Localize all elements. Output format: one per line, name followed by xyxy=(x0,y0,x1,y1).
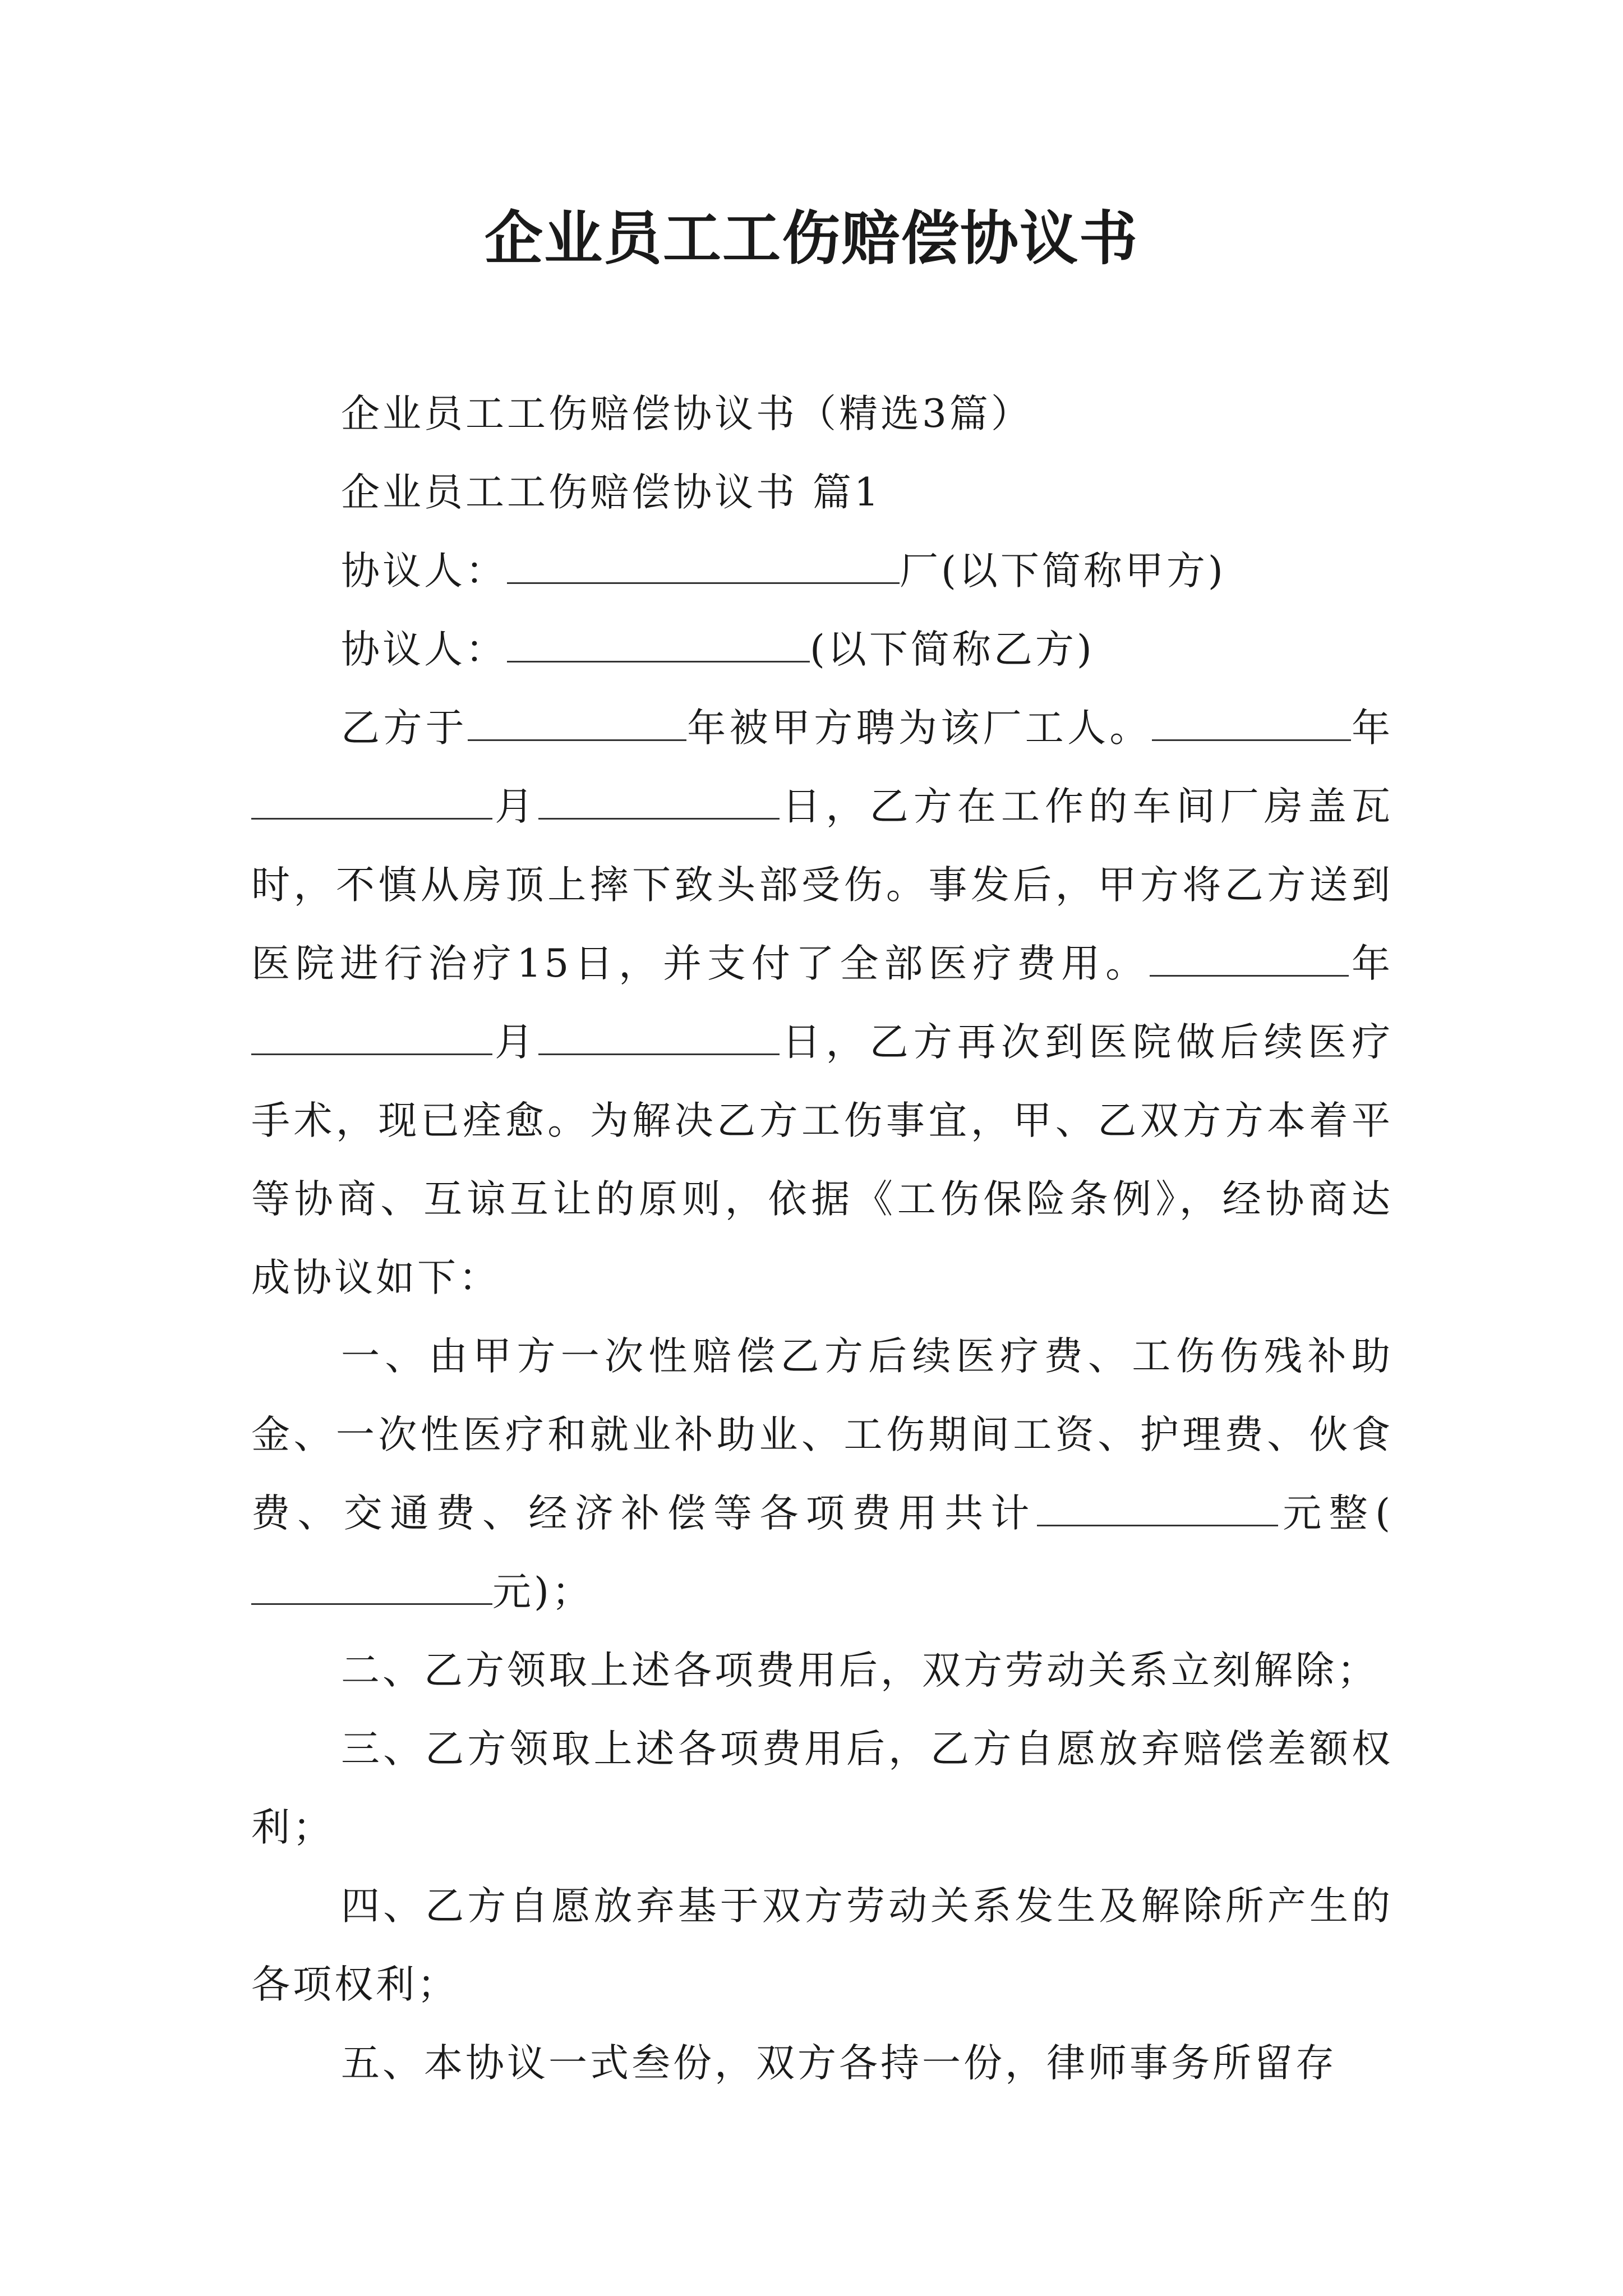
hire-year-blank xyxy=(468,700,686,741)
party-b-line xyxy=(251,610,1393,689)
surgery-day-blank xyxy=(538,1014,780,1055)
para1-text-4: 月 xyxy=(492,784,539,829)
amount-blank xyxy=(1037,1485,1278,1526)
clause-5: 五、本协议一式叁份，双方各持一份，律师事务所留存 xyxy=(341,2041,1337,2086)
article-heading: 企业员工工伤赔偿协议书 篇1 xyxy=(341,470,882,515)
para1-text-2: 年被甲方聘为该厂工人。 xyxy=(686,706,1152,751)
incident-paragraph xyxy=(251,689,1393,1317)
para1-text-7: 月 xyxy=(492,1020,539,1065)
party-b-blank xyxy=(507,622,810,662)
subtitle: 企业员工工伤赔偿协议书（精选3篇） xyxy=(341,392,1032,436)
document-title: 企业员工工伤赔偿协议书 xyxy=(484,204,1138,273)
clause-3: 三、乙方领取上述各项费用后，乙方自愿放弃赔偿差额权利； xyxy=(251,1727,1393,1850)
surgery-year-blank xyxy=(1150,936,1349,977)
para1-text-6: 年 xyxy=(1349,941,1393,986)
clause-1-text-1: 一、由甲方一次性赔偿乙方后续医疗费、工伤伤残补助金、一次性医疗和就业补助业、工伤期间工资、护理费、伙食费、交通费、经济补偿等各项费用共计 xyxy=(251,1334,1393,1536)
party-b-prefix: 协议人： xyxy=(341,627,507,672)
party-a-suffix: 厂(以下简称甲方) xyxy=(900,549,1226,593)
party-a-line xyxy=(251,532,1393,610)
para1-text-3: 年 xyxy=(1350,706,1393,751)
party-b-suffix: (以下简称乙方) xyxy=(810,627,1095,672)
amount-figure-blank xyxy=(251,1564,492,1605)
clause-1-text-2: 元整( xyxy=(1278,1491,1394,1536)
para1-text-1: 乙方于 xyxy=(341,706,468,751)
document-body xyxy=(251,375,1393,2102)
para1-text-8: 日，乙方再次到医院做后续医疗手术，现已痊愈。为解决乙方工伤事宜，甲、乙双方方本着平等协商、互谅互让的原则，依据《工伤保险条例》，经协商达成协议如下： xyxy=(251,1020,1393,1300)
para1-text-5: 日，乙方在工作的车间厂房盖瓦时，不慎从房顶上摔下致头部受伤。事发后，甲方将乙方送到医院进行治疗15日，并支付了全部医疗费用。 xyxy=(251,784,1393,986)
clause-4: 四、乙方自愿放弃基于双方劳动关系发生及解除所产生的各项权利； xyxy=(251,1884,1393,2007)
clause-1-text-3: 元)； xyxy=(492,1570,593,1614)
clause-2: 二、乙方领取上述各项费用后，双方劳动关系立刻解除； xyxy=(341,1648,1378,1693)
party-a-blank xyxy=(507,543,900,584)
surgery-month-blank xyxy=(251,1014,492,1055)
incident-year-blank xyxy=(1152,700,1351,741)
clause-1 xyxy=(251,1317,1393,1631)
incident-month-blank xyxy=(251,779,492,820)
incident-day-blank xyxy=(538,779,780,820)
party-a-prefix: 协议人： xyxy=(341,549,507,593)
